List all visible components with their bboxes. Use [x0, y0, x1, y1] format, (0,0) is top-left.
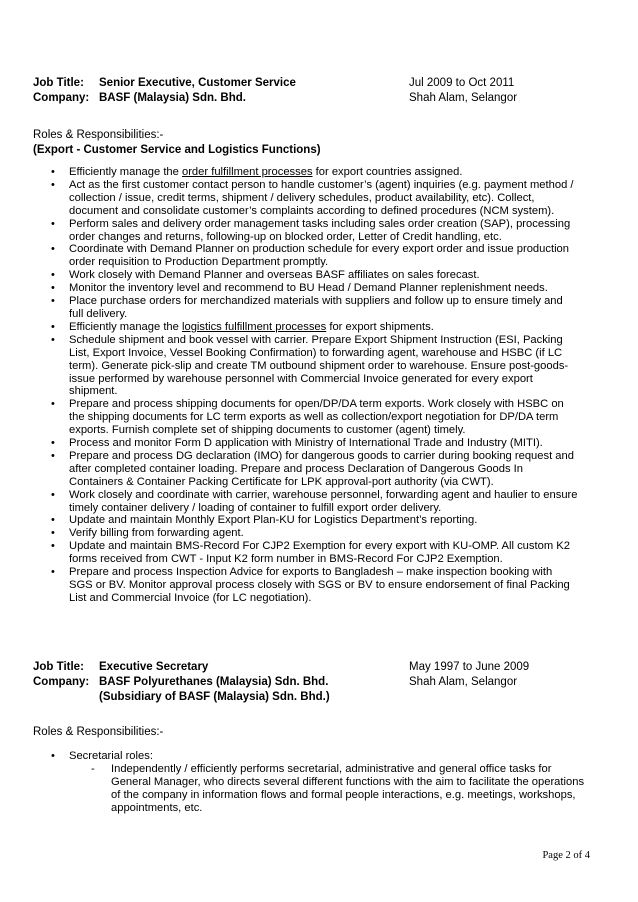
responsibility-item: [33, 334, 578, 399]
job2-company-sub-row: [33, 690, 593, 705]
responsibility-text-tail: for export shipments.: [326, 320, 434, 333]
responsibility-text: Schedule shipment and book vessel with carrier. Prepare Export Shipment Instruction (ESI, Packing List, Export Invoice, Vessel Booking Confirmation) to forwarding agent, warehouse and HSBC (if LC term). Generate pick-slip and create TM outbound shipment order to warehouse. Ensure post-goods-issue performed by warehouse personnel with Commercial Invoice generated for every export shipment.: [69, 333, 569, 398]
responsibility-item: [33, 489, 578, 515]
responsibility-item: [33, 450, 578, 489]
responsibility-text-tail: for export countries assigned.: [312, 166, 463, 178]
responsibility-text: Prepare and process DG declaration (IMO) for dangerous goods to carrier during booking request and after completed container loading. Prepare and process Declaration of Dangerous Goods In Containers & Container Packing Certificate for LPK approval-port authority (via CWT).: [69, 449, 574, 488]
job1-title: Senior Executive, Customer Service: [99, 77, 296, 89]
responsibility-item: [33, 282, 578, 295]
responsibility-text: Work closely and coordinate with carrier, warehouse personnel, forwarding agent and haulier to ensure timely container delivery / loading of container to fulfill export order delivery.: [69, 488, 578, 514]
responsibility-item: [33, 218, 578, 244]
dash-marker: -: [91, 763, 95, 775]
responsibility-underlined-text: logistics fulfillment processes: [181, 320, 327, 333]
responsibility-item: [33, 295, 578, 321]
job1-roles-label: Roles & Responsibilities:-: [33, 129, 164, 141]
job1-title-label: Job Title:: [33, 77, 84, 89]
responsibility-text: Place purchase orders for merchandized materials with suppliers and follow up to ensure timely and full delivery.: [69, 295, 563, 320]
responsibility-item: [33, 398, 578, 437]
responsibility-text: Perform sales and delivery order management tasks including sales order creation (SAP), processing order changes and returns, following-up on blocked order, Letter of Credit handling, etc.: [69, 217, 571, 243]
job2-company-sub: (Subsidiary of BASF (Malaysia) Sdn. Bhd.): [99, 691, 330, 703]
responsibility-text: Work closely with Demand Planner and overseas BASF affiliates on sales forecast.: [69, 269, 480, 282]
responsibility-text: Process and monitor Form D application with Ministry of International Trade and Industry (MITI).: [69, 437, 543, 450]
responsibility-text: Efficiently manage the: [69, 320, 182, 333]
responsibility-item: [33, 269, 578, 282]
responsibility-text: Coordinate with Demand Planner on production schedule for every export order and issue production order requisition to Production Department promptly.: [69, 243, 570, 269]
job2-title-row: [33, 660, 593, 675]
job1-title-row: [33, 76, 593, 91]
responsibility-item: [33, 527, 578, 540]
job2-company-label: Company:: [33, 676, 90, 688]
responsibility-text: Monitor the inventory level and recommend to BU Head / Demand Planner replenishment needs.: [69, 282, 548, 295]
responsibility-text: Prepare and process Inspection Advice for exports to Bangladesh – make inspection booking with SGS or BV. Monitor approval process closely with SGS or BV to ensure endorsement of final Packing List and Commercial Invoice (for LC negotiation).: [69, 566, 570, 604]
job2-roles-label: Roles & Responsibilities:-: [33, 726, 164, 738]
job2-title-label: Job Title:: [33, 661, 84, 673]
responsibility-item: [33, 566, 578, 605]
job1-section-heading: (Export - Customer Service and Logistics Functions): [33, 144, 321, 156]
job2-company-row: [33, 675, 593, 690]
job1-responsibilities-list: [33, 166, 578, 605]
responsibility-text: Verify billing from forwarding agent.: [69, 527, 244, 540]
responsibility-item: [33, 540, 578, 566]
job2-sub-item-text: Independently / efficiently performs secretarial, administrative and general office tasks for General Manager, who directs several different functions with the aim to facilitate the operations of the company in information flows and formal people interactions, e.g. meetings, workshops, appointments, etc.: [111, 763, 585, 814]
job1-location: Shah Alam, Selangor: [409, 92, 518, 104]
responsibility-text: Update and maintain BMS-Record For CJP2 Exemption for every export with KU-OMP. All custom K2 forms received from CWT - Input K2 form number in BMS-Record For CJP2 Exemption.: [69, 540, 570, 566]
responsibility-item: [33, 243, 578, 269]
responsibility-item: [33, 514, 578, 527]
responsibility-item: [33, 166, 578, 179]
responsibility-item: [33, 179, 578, 218]
responsibility-text: Update and maintain Monthly Export Plan-KU for Logistics Department’s reporting.: [69, 514, 478, 527]
job2-responsibilities: [33, 750, 593, 815]
job2-location: Shah Alam, Selangor: [409, 676, 518, 688]
job2-title: Executive Secretary: [99, 661, 209, 673]
responsibility-text: Act as the first customer contact person to handle customer’s (agent) inquiries (e.g. payment method / collection / issue, credit terms, shipment / delivery schedules, product availability, etc). Collect, document and consolidate customer’s complaints according to defined procedures (NCM system).: [69, 178, 574, 217]
job2-dates: May 1997 to June 2009: [409, 661, 530, 673]
responsibility-text: Prepare and process shipping documents for open/DP/DA term exports. Work closely with HSBC on the shipping documents for LC term exports as well as collection/export negotiation for DP/DA term exports. Furnish complete set of shipping documents to customer (agent) timely.: [69, 398, 564, 437]
job2-sub-item: [33, 763, 593, 815]
responsibility-item: [33, 321, 578, 334]
page-number: Page 2 of 4: [542, 850, 590, 861]
job2-company: BASF Polyurethanes (Malaysia) Sdn. Bhd.: [99, 676, 329, 688]
responsibility-underlined-text: order fulfillment processes: [181, 166, 313, 178]
responsibility-text: Efficiently manage the: [69, 166, 182, 178]
responsibility-item: [33, 437, 578, 450]
job1-company: BASF (Malaysia) Sdn. Bhd.: [99, 92, 246, 104]
job1-company-label: Company:: [33, 92, 90, 104]
job1-dates: Jul 2009 to Oct 2011: [409, 77, 515, 89]
job2-bullet-secretarial: • Secretarial roles:: [33, 750, 593, 763]
job1-company-row: [33, 91, 593, 106]
